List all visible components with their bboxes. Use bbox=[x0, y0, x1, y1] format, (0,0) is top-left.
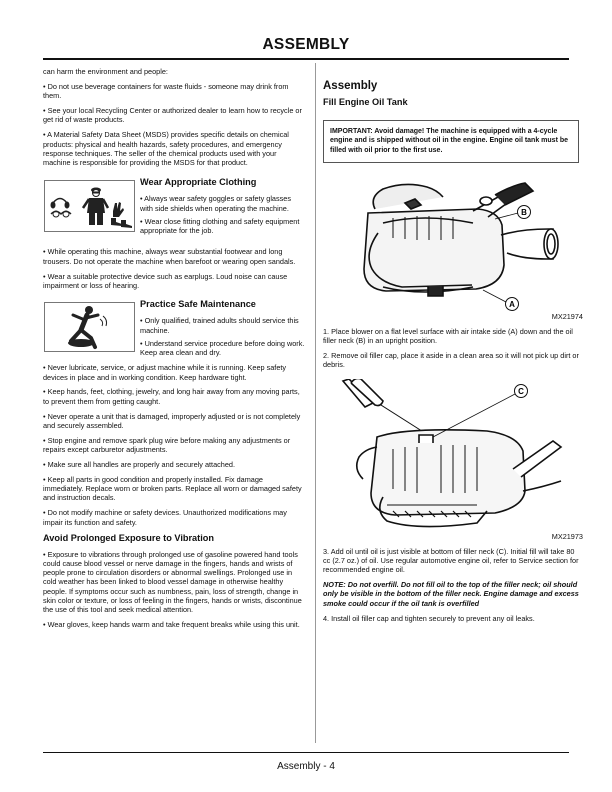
figure-2-caption: MX21973 bbox=[551, 532, 583, 542]
maintenance-section bbox=[43, 299, 305, 357]
important-notice: IMPORTANT: Avoid damage! The machine is equipped with a 4-cycle engine and is shipped without oil in the engine. Engine oil tank must be filled with oil prior to the first use. bbox=[323, 120, 579, 163]
vibration-heading: Avoid Prolonged Exposure to Vibration bbox=[43, 532, 215, 543]
bullet: • Keep hands, feet, clothing, jewelry, and long hair away from any moving parts, to prevent them from getting caught. bbox=[43, 387, 300, 406]
bullet: • Never lubricate, service, or adjust machine while it is running. Keep safety devices in place and in working condition. Keep hardware tight. bbox=[43, 363, 287, 382]
step-1: 1. Place blower on a flat level surface with air intake side (A) down and the oil filler neck (B) in an upright position. bbox=[323, 326, 573, 345]
step-4: 4. Install oil filler cap and tighten securely to prevent any oil leaks. bbox=[323, 613, 535, 623]
step-3: 3. Add oil until oil is just visible at bottom of filler neck (C). Initial fill will take 80 cc (2.7 oz.) of oil. Use regular automotive engine oil, refer to Service section for recommended engine oil. bbox=[323, 546, 579, 575]
maintenance-text bbox=[140, 299, 305, 357]
clothing-section bbox=[43, 177, 305, 236]
column-divider bbox=[315, 63, 316, 743]
bullet: • Do not modify machine or safety devices. Unauthorized modifications may impair its function and safety. bbox=[43, 508, 287, 527]
step-2: 2. Remove oil filler cap, place it aside in a clean area so it will not pick up dirt or debris. bbox=[323, 350, 579, 369]
callout-b: B bbox=[521, 208, 527, 218]
footer-rule bbox=[43, 752, 569, 753]
page-header-title: ASSEMBLY bbox=[262, 36, 350, 53]
clothing-text bbox=[140, 177, 305, 235]
bullet: • Wear a suitable protective device such as earplugs. Loud noise can cause impairment or loss of hearing. bbox=[43, 271, 288, 290]
bullet: • A Material Safety Data Sheet (MSDS) provides specific details on chemical products: physical and health hazards, safety procedures, and emergency response techniques. The seller of the chemical products used with your machine is responsible for providing the MSDS for that product. bbox=[43, 130, 289, 168]
figure-1-caption: MX21974 bbox=[551, 312, 583, 322]
header-rule bbox=[43, 58, 569, 60]
section-heading: Assembly bbox=[323, 80, 378, 92]
intro-text: can harm the environment and people: bbox=[43, 67, 168, 76]
blower-figure-2 bbox=[323, 379, 582, 531]
callout-c: C bbox=[518, 387, 524, 397]
bullet: • Only qualified, trained adults should service this machine. bbox=[140, 316, 299, 335]
paragraph: • Exposure to vibrations through prolonged use of gasoline powered hand tools could cause blood vessel or nerve damage in the fingers, hands and wrists of people prone to circulation disorders or abnormal swellings. Prolonged use in cold weather has been linked to blood vessel damage in otherwise healthy people. If symptoms occur such as numbness, pain, loss of strength, change in skin color or texture, or loss of feeling in the fingers, hands or wrists, discontinue the use of this tool and seek medical attention. bbox=[43, 549, 302, 615]
paragraph: • Wear gloves, keep hands warm and take frequent breaks while using this unit. bbox=[43, 620, 300, 630]
bullet: • Understand service procedure before doing work. Keep area clean and dry. bbox=[140, 338, 305, 358]
page-footer: Assembly - 4 bbox=[277, 761, 335, 772]
clothing-heading: Wear Appropriate Clothing bbox=[140, 177, 257, 188]
bullet: • Stop engine and remove spark plug wire before making any adjustments or repairs except carburetor adjustments. bbox=[43, 435, 291, 455]
slip-hazard-illustration bbox=[44, 302, 135, 352]
blower-figure-1 bbox=[323, 173, 582, 311]
callout-a: A bbox=[509, 300, 515, 310]
bullet: • Always wear safety goggles or safety glasses with side shields when operating the machine. bbox=[140, 194, 291, 213]
section-subheading: Fill Engine Oil Tank bbox=[323, 97, 408, 107]
right-column bbox=[323, 79, 583, 628]
blower-drawing-2 bbox=[323, 379, 582, 531]
bullet: • Make sure all handles are properly and securely attached. bbox=[43, 459, 235, 469]
bullet: • Never operate a unit that is damaged, improperly adjusted or is not completely and securely assembled. bbox=[43, 411, 301, 430]
note-overfill: NOTE: Do not overfill. Do not fill oil to the top of the filler neck; oil should only be visible in the bottom of the filler neck. Engine damage and excess smoke could occur if the oil tank is overfilled bbox=[323, 580, 579, 608]
bullet: • Do not use beverage containers for waste fluids - someone may drink from them. bbox=[43, 81, 289, 101]
bullet: • While operating this machine, always wear substantial footwear and long trousers. Do not operate the machine when barefoot or wearing open sandals. bbox=[43, 247, 296, 266]
bullet: • Keep all parts in good condition and properly installed. Fix damage immediately. Replace worn or broken parts. Replace all worn or damaged safety and instruction decals. bbox=[43, 474, 302, 503]
bullet: • Wear close fitting clothing and safety equipment appropriate for the job. bbox=[140, 217, 300, 236]
left-column bbox=[43, 67, 305, 635]
blower-drawing-1 bbox=[323, 173, 582, 311]
bullet: • See your local Recycling Center or authorized dealer to learn how to recycle or get rid of waste products. bbox=[43, 106, 302, 125]
protective-clothing-illustration bbox=[44, 180, 135, 232]
maintenance-heading: Practice Safe Maintenance bbox=[140, 299, 256, 310]
